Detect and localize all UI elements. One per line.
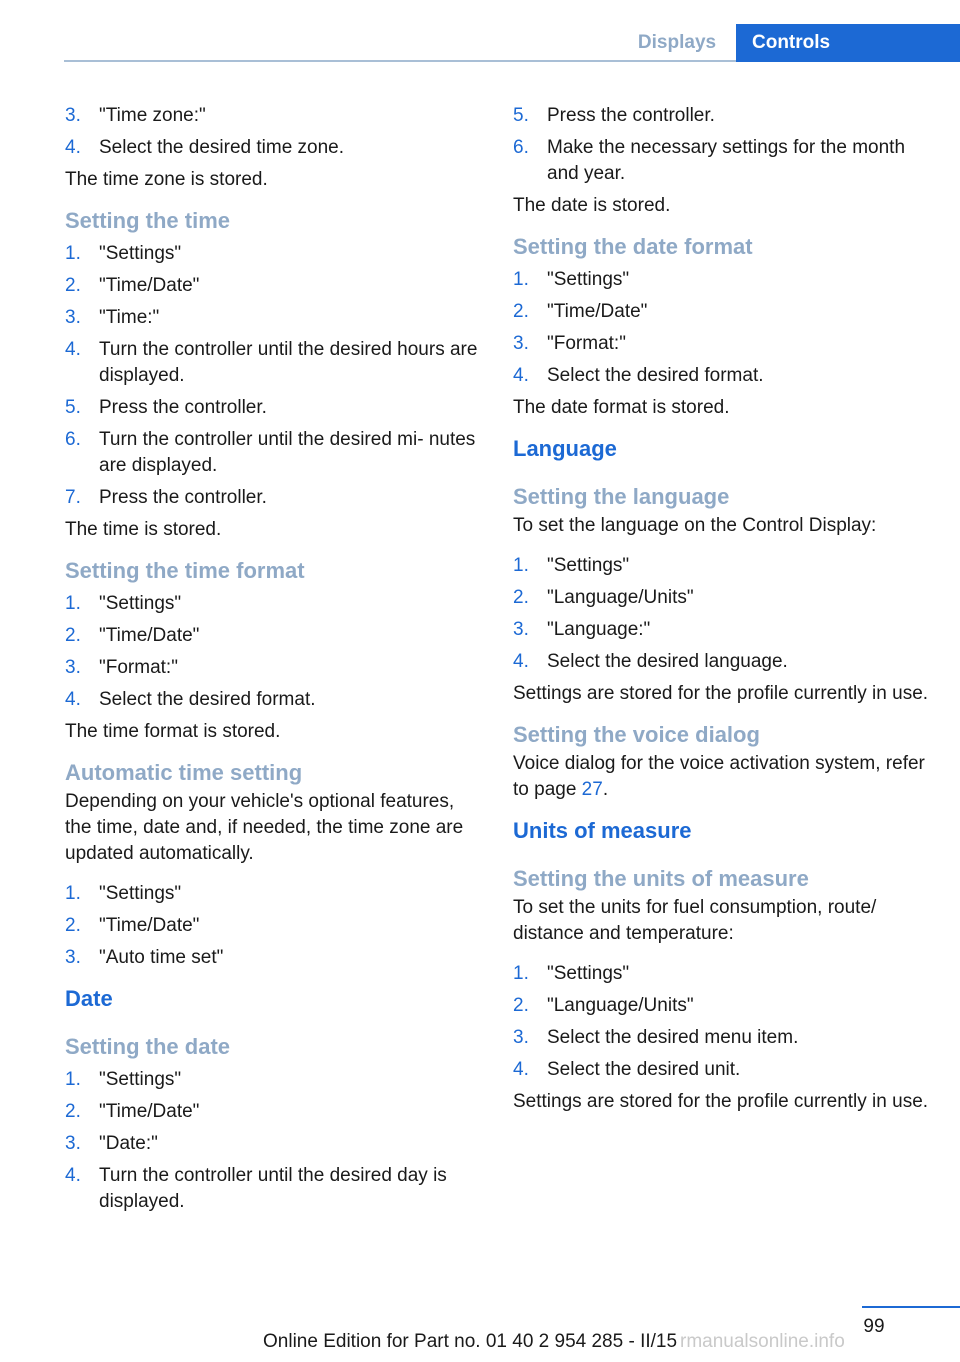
step-text: "Time/Date": [99, 1101, 200, 1122]
step-text: Select the desired format.: [99, 689, 316, 710]
step-number: 4.: [513, 651, 529, 672]
step-number: 4.: [513, 365, 529, 386]
heading-setting-time: Setting the time: [65, 208, 231, 233]
step-item: [513, 961, 933, 987]
step-item: [65, 913, 485, 939]
step-text: Select the desired language.: [547, 651, 788, 672]
heading-setting-units: Setting the units of measure: [513, 866, 809, 891]
step-text: "Settings": [547, 555, 630, 576]
date-continued-steps: [513, 103, 933, 187]
step-text: "Time:": [99, 307, 160, 328]
step-text: Select the desired unit.: [547, 1059, 741, 1080]
time-stored-note: The time is stored.: [65, 519, 222, 540]
step-number: 2.: [65, 275, 81, 296]
step-text: "Time/Date": [99, 275, 200, 296]
step-item: [513, 993, 933, 1019]
heading-setting-date: Setting the date: [65, 1034, 231, 1059]
step-item: [65, 1131, 485, 1157]
step-item: [65, 305, 485, 331]
step-number: 2.: [65, 915, 81, 936]
voice-dialog-text: [513, 751, 933, 803]
footer-rule: [862, 1306, 960, 1308]
step-item: [65, 427, 485, 479]
step-text: "Settings": [547, 269, 630, 290]
units-steps: [513, 961, 933, 1083]
step-text: "Settings": [99, 1069, 182, 1090]
step-number: 4.: [65, 1165, 81, 1186]
step-text: "Settings": [99, 883, 182, 904]
step-text: Press the controller.: [99, 487, 267, 508]
header-chapter-controls[interactable]: Controls: [736, 24, 960, 62]
step-text: "Date:": [99, 1133, 158, 1154]
step-item: [65, 103, 485, 129]
heading-voice-dialog: Setting the voice dialog: [513, 722, 760, 747]
step-item: [513, 1057, 933, 1083]
heading-time-format: Setting the time format: [65, 558, 305, 583]
step-item: [65, 945, 485, 971]
step-text: Select the desired menu item.: [547, 1027, 799, 1048]
step-item: [65, 273, 485, 299]
page-27-link[interactable]: 27: [581, 779, 603, 800]
date-stored-note: The date is stored.: [513, 195, 671, 216]
step-number: 3.: [65, 947, 81, 968]
step-item: [513, 585, 933, 611]
step-text: Press the controller.: [99, 397, 267, 418]
step-text: "Auto time set": [99, 947, 224, 968]
step-number: 3.: [513, 333, 529, 354]
step-text: "Time zone:": [99, 105, 206, 126]
step-text: "Format:": [99, 657, 178, 678]
step-number: 3.: [513, 619, 529, 640]
language-steps: [513, 553, 933, 675]
language-intro: To set the language on the Control Display:: [513, 515, 877, 536]
watermark-text: rmanualsonline.info: [680, 1331, 845, 1352]
step-item: [513, 1025, 933, 1051]
step-text: Turn the controller until the desired hours are displayed.: [99, 339, 478, 386]
step-item: [513, 649, 933, 675]
auto-time-steps: [65, 881, 485, 971]
step-text: Select the desired time zone.: [99, 137, 345, 158]
step-number: 4.: [65, 689, 81, 710]
step-number: 2.: [65, 1101, 81, 1122]
step-text: "Language:": [547, 619, 651, 640]
heading-auto-time: Automatic time setting: [65, 760, 303, 785]
step-number: 4.: [513, 1059, 529, 1080]
date-format-steps: [513, 267, 933, 389]
step-item: [513, 299, 933, 325]
step-number: 3.: [65, 307, 81, 328]
step-number: 2.: [65, 625, 81, 646]
setting-time-steps: [65, 241, 485, 511]
step-number: 6.: [513, 137, 529, 158]
step-number: 7.: [65, 487, 81, 508]
step-number: 5.: [513, 105, 529, 126]
step-number: 3.: [513, 1027, 529, 1048]
heading-setting-language: Setting the language: [513, 484, 730, 509]
heading-language: Language: [513, 436, 617, 461]
timezone-stored-note: The time zone is stored.: [65, 169, 268, 190]
heading-date-format: Setting the date format: [513, 234, 753, 259]
right-column: [513, 103, 933, 1125]
step-text: "Settings": [547, 963, 630, 984]
step-text: "Format:": [547, 333, 626, 354]
step-item: [513, 103, 933, 129]
step-number: 1.: [65, 1069, 81, 1090]
step-item: [513, 553, 933, 579]
step-number: 1.: [513, 963, 529, 984]
step-number: 1.: [65, 243, 81, 264]
step-item: [513, 267, 933, 293]
step-number: 6.: [65, 429, 81, 450]
auto-time-intro: Depending on your vehicle's optional features, the time, date and, if needed, the time zone are updated automatically.: [65, 791, 464, 864]
step-item: [513, 135, 933, 187]
step-item: [65, 687, 485, 713]
step-text: "Settings": [99, 243, 182, 264]
step-item: [513, 363, 933, 389]
step-item: [65, 135, 485, 161]
time-format-note: The time format is stored.: [65, 721, 281, 742]
step-item: [65, 1163, 485, 1215]
step-text: Press the controller.: [547, 105, 715, 126]
units-note: Settings are stored for the profile currently in use.: [513, 1091, 929, 1112]
step-number: 3.: [65, 1133, 81, 1154]
step-item: [65, 395, 485, 421]
step-number: 4.: [65, 137, 81, 158]
edition-text: Online Edition for Part no. 01 40 2 954 285 - II/15: [263, 1331, 678, 1352]
step-item: [65, 337, 485, 389]
language-note: Settings are stored for the profile currently in use.: [513, 683, 929, 704]
step-item: [513, 617, 933, 643]
step-item: [65, 485, 485, 511]
step-number: 2.: [513, 995, 529, 1016]
step-number: 1.: [513, 555, 529, 576]
step-number: 2.: [513, 587, 529, 608]
step-text: "Settings": [99, 593, 182, 614]
time-format-steps: [65, 591, 485, 713]
voice-dialog-text-before: Voice dialog for the voice activation system, refer to page: [513, 753, 925, 800]
step-number: 5.: [65, 397, 81, 418]
step-number: 3.: [65, 657, 81, 678]
step-text: "Time/Date": [547, 301, 648, 322]
step-text: Make the necessary settings for the month and year.: [547, 137, 906, 184]
step-text: "Time/Date": [99, 915, 200, 936]
step-item: [65, 655, 485, 681]
date-format-note: The date format is stored.: [513, 397, 730, 418]
left-column: [65, 103, 485, 1221]
step-item: [65, 591, 485, 617]
step-item: [65, 623, 485, 649]
timezone-steps: [65, 103, 485, 161]
step-text: "Language/Units": [547, 587, 694, 608]
step-number: 1.: [513, 269, 529, 290]
step-item: [65, 1099, 485, 1125]
heading-date: Date: [65, 986, 113, 1011]
setting-date-steps: [65, 1067, 485, 1215]
step-text: "Language/Units": [547, 995, 694, 1016]
step-text: "Time/Date": [99, 625, 200, 646]
step-text: Turn the controller until the desired mi‐ nutes are displayed.: [99, 429, 476, 476]
step-number: 1.: [65, 883, 81, 904]
page-number: 99: [863, 1316, 885, 1337]
step-text: Turn the controller until the desired day is displayed.: [99, 1165, 447, 1212]
step-item: [65, 241, 485, 267]
step-number: 2.: [513, 301, 529, 322]
step-number: 1.: [65, 593, 81, 614]
header-section-displays[interactable]: Displays: [637, 32, 717, 53]
step-number: 4.: [65, 339, 81, 360]
step-text: Select the desired format.: [547, 365, 764, 386]
voice-dialog-text-after: .: [602, 779, 609, 800]
heading-units: Units of measure: [513, 818, 692, 843]
step-item: [65, 1067, 485, 1093]
step-number: 3.: [65, 105, 81, 126]
step-item: [65, 881, 485, 907]
step-item: [513, 331, 933, 357]
units-intro: To set the units for fuel consumption, route/ distance and temperature:: [513, 897, 877, 944]
